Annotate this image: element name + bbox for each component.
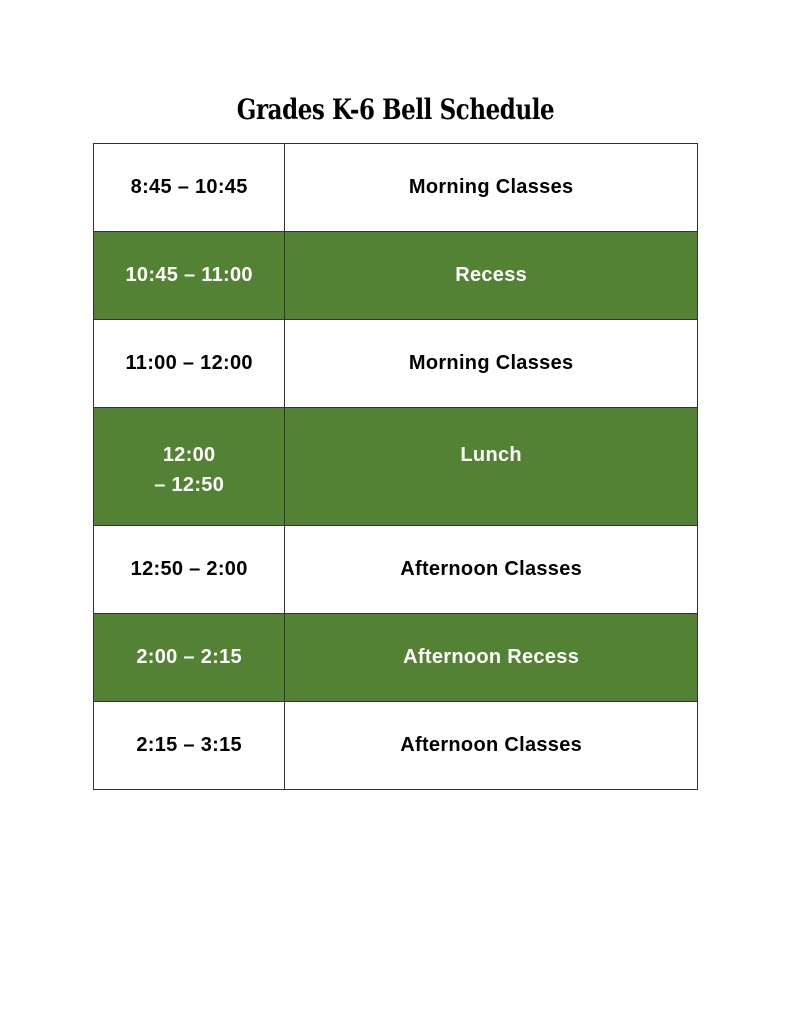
event-cell: Morning Classes [285,144,698,232]
event-cell: Afternoon Classes [285,526,698,614]
time-cell: 12:50 – 2:00 [94,526,285,614]
table-row [94,702,698,790]
event-cell: Morning Classes [285,320,698,408]
time-end: – 12:50 [154,474,225,496]
table-row [94,232,698,320]
event-cell: Recess [285,232,698,320]
time-cell: 2:00 – 2:15 [94,614,285,702]
time-cell: 11:00 – 12:00 [94,320,285,408]
table-row [94,320,698,408]
table-row [94,408,698,526]
time-cell: 2:15 – 3:15 [94,702,285,790]
table-row [94,614,698,702]
event-cell: Lunch [285,408,698,526]
table-row [94,526,698,614]
time-start: 12:00 [162,444,216,466]
bell-schedule-table [93,143,698,790]
time-cell: 10:45 – 11:00 [94,232,285,320]
time-cell [94,408,285,526]
table-row [94,144,698,232]
event-cell: Afternoon Classes [285,702,698,790]
time-cell: 8:45 – 10:45 [94,144,285,232]
event-cell: Afternoon Recess [285,614,698,702]
page-title: Grades K-6 Bell Schedule [236,93,555,126]
